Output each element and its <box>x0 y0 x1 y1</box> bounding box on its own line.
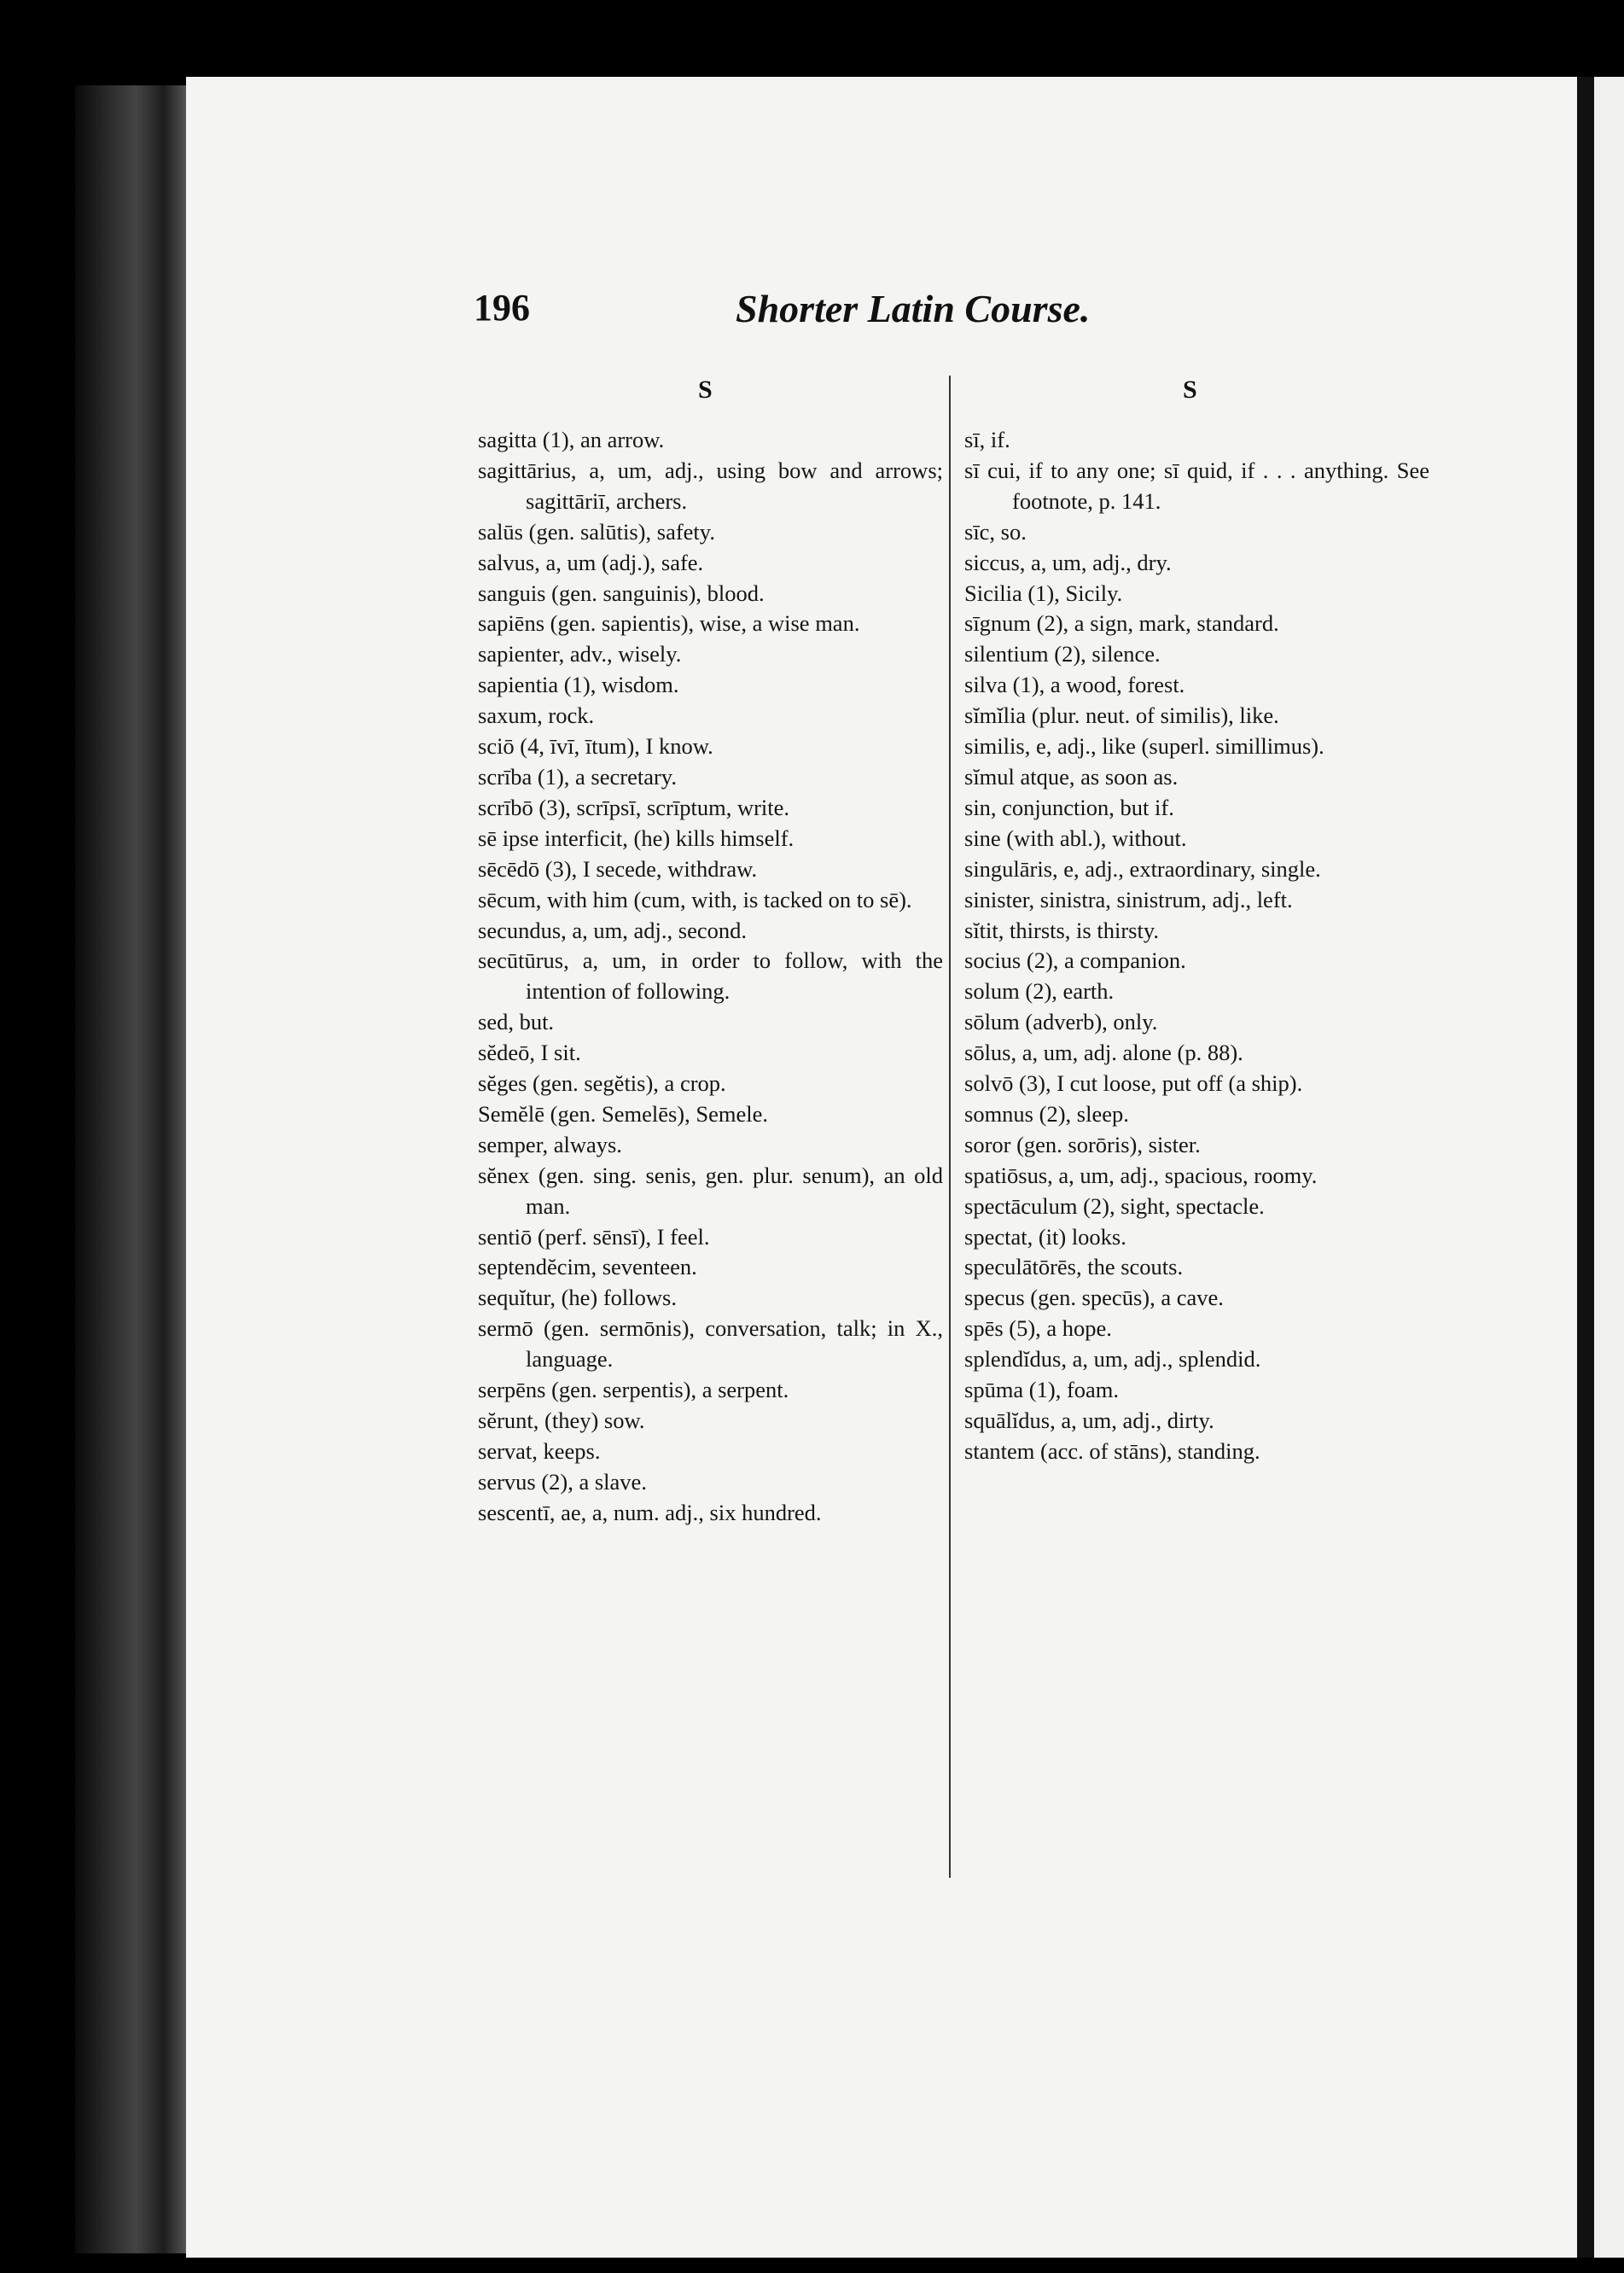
dictionary-entry: soror (gen. sorōris), sister. <box>964 1131 1201 1157</box>
dictionary-entry: sagittārius, a, um, adj., using bow and arrows; sagittāriī, archers. <box>478 457 943 514</box>
dictionary-entry: sĭmul atque, as soon as. <box>964 763 1179 790</box>
dictionary-entry: sanguis (gen. sanguinis), blood. <box>478 580 765 606</box>
dictionary-entry: sē ipse interficit, (he) kills himself. <box>478 825 795 851</box>
dictionary-entry: solvō (3), I cut loose, put off (a ship). <box>964 1070 1303 1097</box>
dictionary-entry: sermō (gen. sermōnis), conversation, talk; in X., language. <box>478 1315 943 1373</box>
left-column-letter: S <box>698 376 713 404</box>
dictionary-entry: Semĕlē (gen. Semelēs), Semele. <box>478 1100 768 1127</box>
dictionary-entry: spatiōsus, a, um, adj., spacious, roomy. <box>964 1162 1318 1188</box>
dictionary-entry: siccus, a, um, adj., dry. <box>964 549 1172 575</box>
dictionary-entry: salūs (gen. salūtis), safety. <box>478 518 715 545</box>
dictionary-entry: spēs (5), a hope. <box>964 1315 1112 1342</box>
dictionary-entry: sĕges (gen. segĕtis), a crop. <box>478 1070 726 1097</box>
dictionary-entry: squālĭdus, a, um, adj., dirty. <box>964 1408 1214 1433</box>
dictionary-entry: sentiō (perf. sēnsī), I feel. <box>478 1223 710 1250</box>
dictionary-entry: sapiēns (gen. sapientis), wise, a wise man. <box>478 610 860 637</box>
dictionary-entry: servat, keeps. <box>478 1437 601 1464</box>
dictionary-entry: semper, always. <box>478 1131 622 1157</box>
dictionary-entry: sescentī, ae, a, num. adj., six hundred. <box>478 1499 822 1525</box>
dictionary-entry: scrībō (3), scrīpsī, scrīptum, write. <box>478 794 790 820</box>
dictionary-entry: spectat, (it) looks. <box>964 1223 1126 1250</box>
dictionary-entry: scrība (1), a secretary. <box>478 763 677 790</box>
dictionary-entry: sī, if. <box>964 427 1010 452</box>
dictionary-entry: sequĭtur, (he) follows. <box>478 1285 677 1311</box>
dictionary-entry: sĕnex (gen. sing. senis, gen. plur. senum), an old man. <box>478 1162 943 1219</box>
page-gutter-shadow <box>1577 77 1594 2258</box>
dictionary-entry: sēcēdō (3), I secede, withdraw. <box>478 855 758 882</box>
dictionary-entry: splendĭdus, a, um, adj., splendid. <box>964 1346 1261 1373</box>
dictionary-entry: similis, e, adj., like (superl. simillimus). <box>964 733 1324 760</box>
dictionary-entry: sĕrunt, (they) sow. <box>478 1408 645 1433</box>
dictionary-entry: sed, but. <box>478 1009 555 1035</box>
dictionary-entry: sĭtit, thirsts, is thirsty. <box>964 917 1159 943</box>
book-binding-edge <box>75 85 186 2253</box>
dictionary-entry: sĕdeō, I sit. <box>478 1040 581 1066</box>
running-title: Shorter Latin Course. <box>736 287 1091 330</box>
dictionary-entry: sīgnum (2), a sign, mark, standard. <box>964 610 1279 637</box>
dictionary-entry: sīc, so. <box>964 518 1027 545</box>
page-number: 196 <box>474 287 530 329</box>
dictionary-entry: secūtūrus, a, um, in order to follow, with the intention of following. <box>478 947 943 1005</box>
dictionary-entry: speculātōrēs, the scouts. <box>964 1254 1184 1280</box>
dictionary-entry: sinister, sinistra, sinistrum, adj., left. <box>964 886 1293 912</box>
dictionary-entry: singulāris, e, adj., extraordinary, single. <box>964 855 1321 882</box>
dictionary-entry: specus (gen. specūs), a cave. <box>964 1285 1224 1311</box>
dictionary-entry: saxum, rock. <box>478 702 595 729</box>
dictionary-entry: sī cui, if to any one; sī quid, if . . . anything. See footnote, p. 141. <box>964 457 1429 514</box>
dictionary-entry: sciō (4, īvī, ītum), I know. <box>478 733 713 760</box>
dictionary-entry: sine (with abl.), without. <box>964 825 1187 851</box>
dictionary-entry: solum (2), earth. <box>964 978 1115 1005</box>
dictionary-entry: socius (2), a companion. <box>964 947 1186 974</box>
dictionary-entry: sapientia (1), wisdom. <box>478 672 679 698</box>
dictionary-entry: sapienter, adv., wisely. <box>478 641 682 667</box>
adjacent-page-edge <box>1594 77 1624 2258</box>
dictionary-entry: septendĕcim, seventeen. <box>478 1254 697 1280</box>
dictionary-entry: secundus, a, um, adj., second. <box>478 917 747 943</box>
dictionary-entry: spūma (1), foam. <box>964 1377 1120 1403</box>
dictionary-entry: sōlus, a, um, adj. alone (p. 88). <box>964 1040 1243 1066</box>
dictionary-entry: sĭmĭlia (plur. neut. of similis), like. <box>964 702 1279 729</box>
dictionary-entry: Sicilia (1), Sicily. <box>964 580 1123 606</box>
dictionary-entry: spectāculum (2), sight, spectacle. <box>964 1192 1265 1219</box>
right-column-letter: S <box>1183 376 1197 404</box>
right-column <box>964 425 1429 1467</box>
dictionary-entry: somnus (2), sleep. <box>964 1100 1129 1127</box>
dictionary-entry: salvus, a, um (adj.), safe. <box>478 549 704 575</box>
dictionary-entry: stantem (acc. of stāns), standing. <box>964 1437 1260 1464</box>
dictionary-entry: sēcum, with him (cum, with, is tacked on to sē). <box>478 886 912 912</box>
column-divider <box>949 376 951 1878</box>
dictionary-entry: sōlum (adverb), only. <box>964 1009 1158 1035</box>
dictionary-entry: silva (1), a wood, forest. <box>964 672 1185 698</box>
dictionary-entry: silentium (2), silence. <box>964 641 1161 667</box>
dictionary-entry: serpēns (gen. serpentis), a serpent. <box>478 1377 789 1403</box>
dictionary-entry: sagitta (1), an arrow. <box>478 427 665 452</box>
dictionary-entry: sin, conjunction, but if. <box>964 794 1174 820</box>
dictionary-entry: servus (2), a slave. <box>478 1468 647 1495</box>
left-column <box>478 425 943 1529</box>
